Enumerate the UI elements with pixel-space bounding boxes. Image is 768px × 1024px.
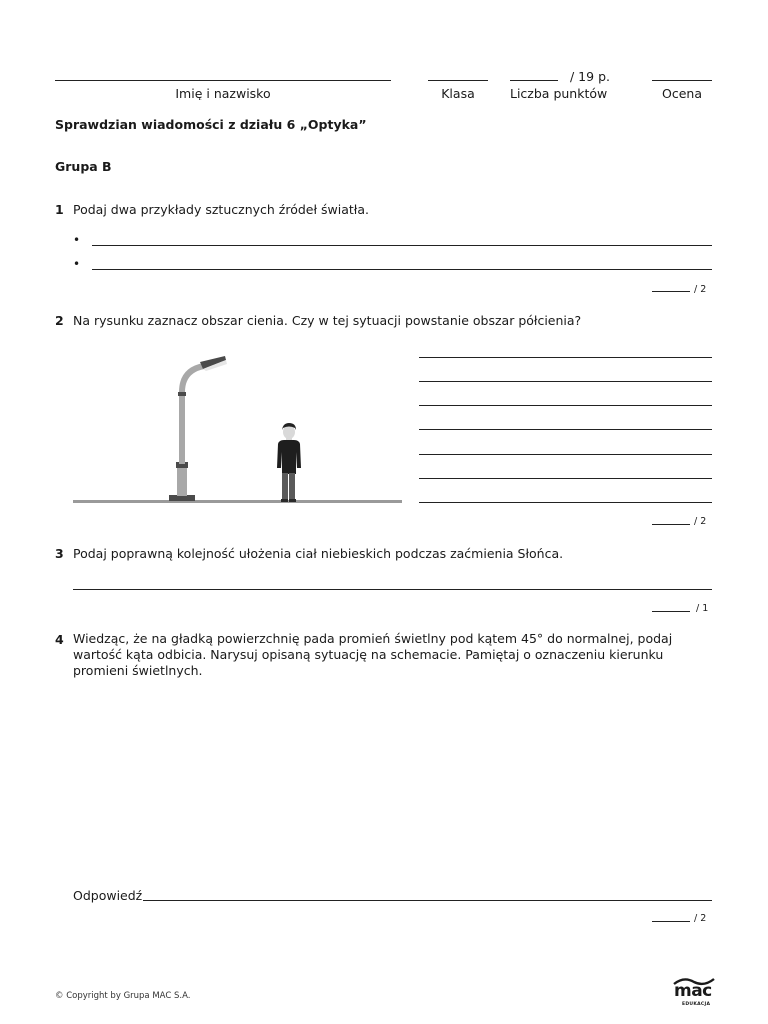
logo-text: mac (674, 981, 712, 1001)
answer-line[interactable] (419, 478, 712, 479)
answer-line[interactable] (419, 381, 712, 382)
answer-line[interactable] (92, 269, 712, 270)
mac-logo (672, 975, 716, 1011)
points-total: / 19 p. (570, 69, 610, 84)
question-3-number: 3 (55, 546, 64, 561)
score-line[interactable] (652, 524, 690, 525)
bullet: • (73, 233, 81, 247)
answer-line[interactable] (92, 245, 712, 246)
lamp-pole (179, 392, 185, 464)
answer-line[interactable] (143, 900, 712, 901)
grade-line[interactable] (652, 80, 712, 81)
question-4-score: / 2 (694, 913, 707, 924)
bullet: • (73, 257, 81, 271)
lamp-pole-joint (178, 392, 186, 396)
question-2-number: 2 (55, 313, 64, 328)
points-line[interactable] (510, 80, 558, 81)
question-4-number: 4 (55, 632, 64, 647)
lamp-arm (182, 366, 204, 392)
answer-line[interactable] (419, 405, 712, 406)
person-figure (277, 423, 301, 502)
score-line[interactable] (652, 611, 690, 612)
question-1-text: Podaj dwa przykłady sztucznych źródeł światła. (73, 202, 369, 217)
question-1-score: / 2 (694, 284, 707, 295)
answer-line[interactable] (419, 357, 712, 358)
question-1-number: 1 (55, 202, 64, 217)
class-line[interactable] (428, 80, 488, 81)
score-line[interactable] (652, 921, 690, 922)
answer-line[interactable] (419, 454, 712, 455)
question-3-score: / 1 (696, 603, 709, 614)
points-label: Liczba punktów (510, 86, 608, 101)
answer-line[interactable] (419, 429, 712, 430)
class-label: Klasa (441, 86, 475, 101)
question-4-text: Wiedząc, że na gładką powierzchnię pada promień świetlny pod kątem 45° do normalnej, podaj wartość kąta odbicia. Narysuj opisaną sytuację na schemacie. Pamiętaj o oznaczeniu kierunku promieni świetlnych. (73, 631, 673, 678)
logo-subtext: EDUKACJA (682, 1002, 711, 1007)
answer-label: Odpowiedź (73, 888, 143, 903)
group-label: Grupa B (55, 159, 112, 174)
answer-line[interactable] (73, 589, 712, 590)
answer-line[interactable] (419, 502, 712, 503)
question-3-text: Podaj poprawną kolejność ułożenia ciał niebieskich podczas zaćmienia Słońca. (73, 546, 564, 561)
street-lamp-illustration[interactable] (70, 352, 406, 508)
copyright-text: © Copyright by Grupa MAC S.A. (55, 991, 191, 1001)
score-line[interactable] (652, 291, 690, 292)
question-2-score: / 2 (694, 516, 707, 527)
page-title: Sprawdzian wiadomości z działu 6 „Optyka” (55, 117, 367, 132)
question-2-text: Na rysunku zaznacz obszar cienia. Czy w tej sytuacji powstanie obszar półcienia? (73, 313, 582, 328)
name-label: Imię i nazwisko (175, 86, 271, 100)
name-line[interactable] (55, 80, 391, 81)
ground-line (73, 500, 402, 503)
lamp-lower-post (177, 467, 187, 496)
grade-label: Ocena (662, 86, 702, 101)
